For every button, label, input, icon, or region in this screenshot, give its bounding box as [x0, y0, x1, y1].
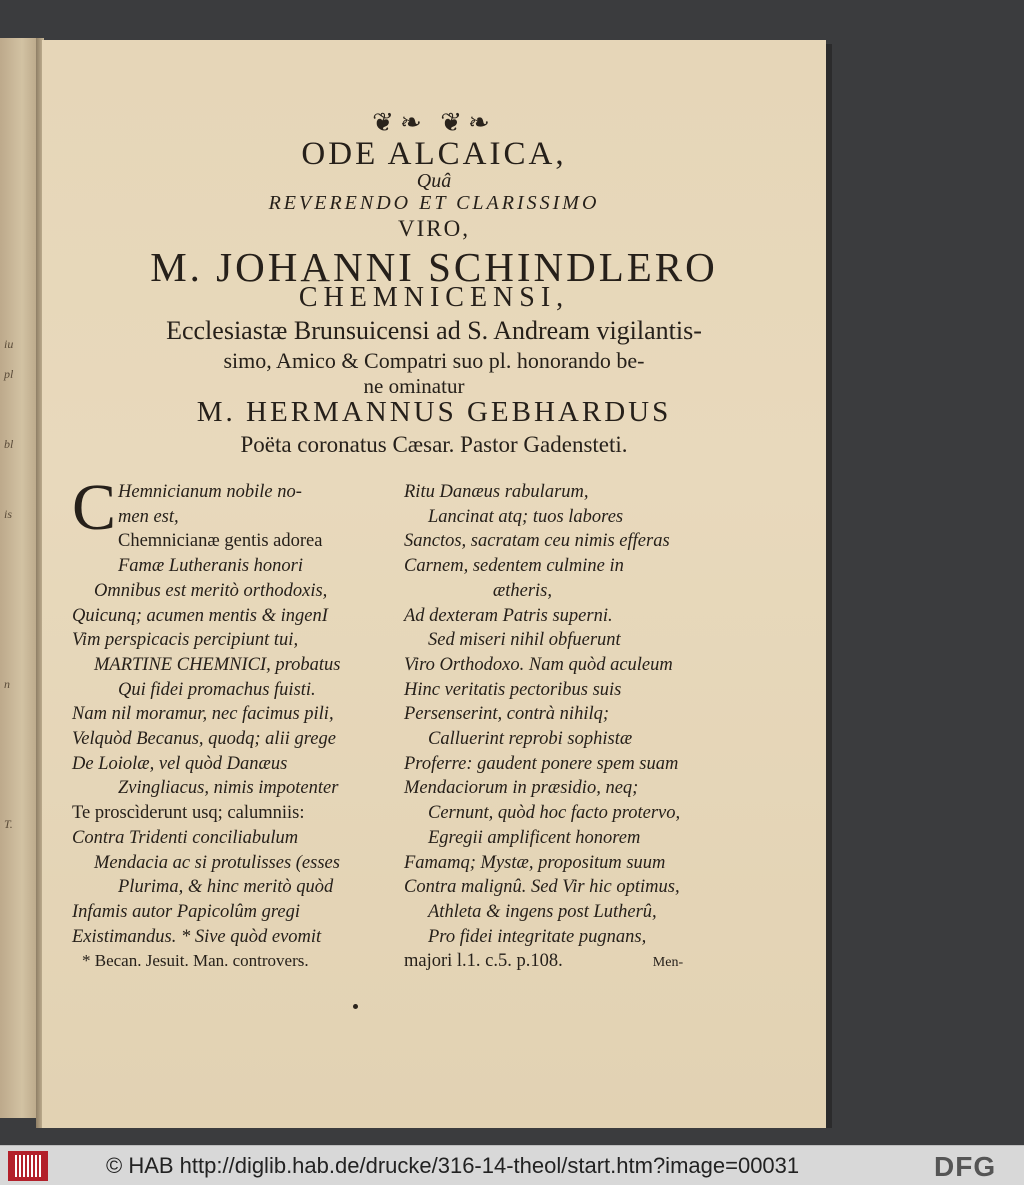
poem-line: Persenserint, contrà nihilq;	[404, 704, 610, 725]
poem-line: Sanctos, sacratam ceu nimis efferas	[404, 531, 670, 552]
poem-line: Mendaciorum in præsidio, neq;	[404, 778, 639, 799]
dedication-line: simo, Amico & Compatri suo pl. honorando be-	[223, 348, 645, 373]
honoree-name: M. JOHANNI SCHINDLERO	[150, 244, 718, 290]
poem-line: Famæ Lutheranis honori	[118, 556, 304, 577]
poem-line: Contra Tridenti conciliabulum	[72, 827, 299, 848]
dfg-logo: DFG	[934, 1151, 997, 1182]
poem-line: Proferre: gaudent ponere spem suam	[404, 753, 679, 774]
poem-line: Carnem, sedentem culmine in	[404, 556, 624, 577]
footer-bar	[0, 1145, 1024, 1185]
poem-line: Viro Orthodoxo. Nam quòd aculeum	[404, 654, 673, 675]
poem-line: men est,	[118, 506, 179, 527]
viro-line: VIRO,	[398, 216, 470, 241]
author-name: M. HERMANNUS GEBHARDUS	[196, 396, 672, 428]
poem-line: Hemnicianum nobile no-	[118, 482, 302, 502]
margin-fragment: bl	[4, 437, 14, 451]
poem-line: Qui fidei promachus fuisti.	[118, 679, 316, 700]
poem-line: Contra malignû. Sed Vir hic optimus,	[404, 877, 680, 898]
poem-line: Ad dexteram Patris superni.	[404, 605, 613, 626]
copyright-link[interactable]: © HAB http://diglib.hab.de/drucke/316-14-theol/start.htm?image=00031	[106, 1153, 800, 1178]
catchword: Men-	[652, 955, 684, 971]
margin-fragment: pl	[4, 367, 14, 381]
poem-line: Existimandus. * Sive quòd evomit	[72, 926, 322, 947]
margin-fragment: T.	[4, 817, 13, 831]
author-title: Poëta coronatus Cæsar. Pastor Gadensteti.	[240, 432, 628, 457]
margin-fragment: iu	[4, 337, 14, 351]
hab-logo-icon[interactable]	[8, 1151, 48, 1181]
poem-line: Quicunq; acumen mentis & ingenI	[72, 605, 328, 626]
poem-line: Egregii amplificent honorem	[428, 827, 641, 848]
dedication-line: Ecclesiastæ Brunsuicensi ad S. Andream vigilantis-	[166, 316, 702, 345]
qua-line: Quâ	[416, 170, 452, 192]
footnote: * Becan. Jesuit. Man. controvers.	[82, 951, 309, 971]
poem-line: Ritu Danæus rabularum,	[404, 482, 589, 502]
poem-line: ætheris,	[492, 580, 552, 601]
poem-line: Famamq; Mystæ, propositum suum	[404, 852, 666, 873]
poem-line: Te proscìderunt usq; calumniis:	[72, 803, 305, 824]
ode-title: ODE ALCAICA,	[301, 136, 567, 172]
reverendo-line: REVERENDO ET CLARISSIMO	[268, 192, 600, 214]
poem-line: Sed miseri nihil obfuerunt	[428, 630, 621, 651]
poem-line: De Loiolæ, vel quòd Danæus	[72, 753, 288, 774]
poem-line: Calluerint reprobi sophistæ	[428, 729, 633, 750]
ink-spot	[353, 1004, 358, 1009]
footnote-text: majori l.1. c.5. p.108.	[404, 951, 563, 972]
poem-line: Infamis autor Papicolûm gregi	[72, 901, 300, 922]
poem-line: Hinc veritatis pectoribus suis	[404, 679, 622, 700]
poem-line: Nam nil moramur, nec facimus pili,	[72, 704, 334, 725]
poem-line: Chemnicianæ gentis adorea	[118, 531, 323, 552]
poem-line: MARTINE CHEMNICI, probatus	[94, 654, 341, 675]
previous-page-edge	[0, 38, 40, 1118]
poem-right-column	[382, 480, 702, 976]
honoree-origin: CHEMNICENSI,	[298, 282, 570, 313]
poem-line: Mendacia ac si protulisses (esses	[94, 852, 340, 873]
poem-line: Athleta & ingens post Lutherû,	[428, 901, 657, 922]
footnote-continuation	[382, 949, 702, 976]
poem-line: Omnibus est meritò orthodoxis,	[94, 580, 328, 601]
ornament-icon: ❦❧ ❦❧	[372, 108, 496, 137]
poem-line: Plurima, & hinc meritò quòd	[118, 877, 334, 898]
page-shadow	[826, 44, 832, 1128]
dedication-line: ne ominatur	[363, 374, 465, 398]
scanned-page	[42, 40, 826, 1128]
poem-line: Lancinat atq; tuos labores	[428, 506, 624, 527]
margin-fragment: n	[4, 677, 10, 691]
margin-fragment: is	[4, 507, 13, 521]
poem-line: Velquòd Becanus, quodq; alii grege	[72, 729, 336, 750]
poem-line: Cernunt, quòd hoc facto protervo,	[428, 803, 681, 824]
poem-line: Pro fidei integritate pugnans,	[428, 926, 647, 947]
poem-line: Zvingliacus, nimis impotenter	[118, 778, 339, 799]
poem-left-column	[72, 471, 417, 974]
drop-cap: C	[72, 471, 117, 544]
poem-line: Vim perspicacis percipiunt tui,	[72, 630, 299, 651]
